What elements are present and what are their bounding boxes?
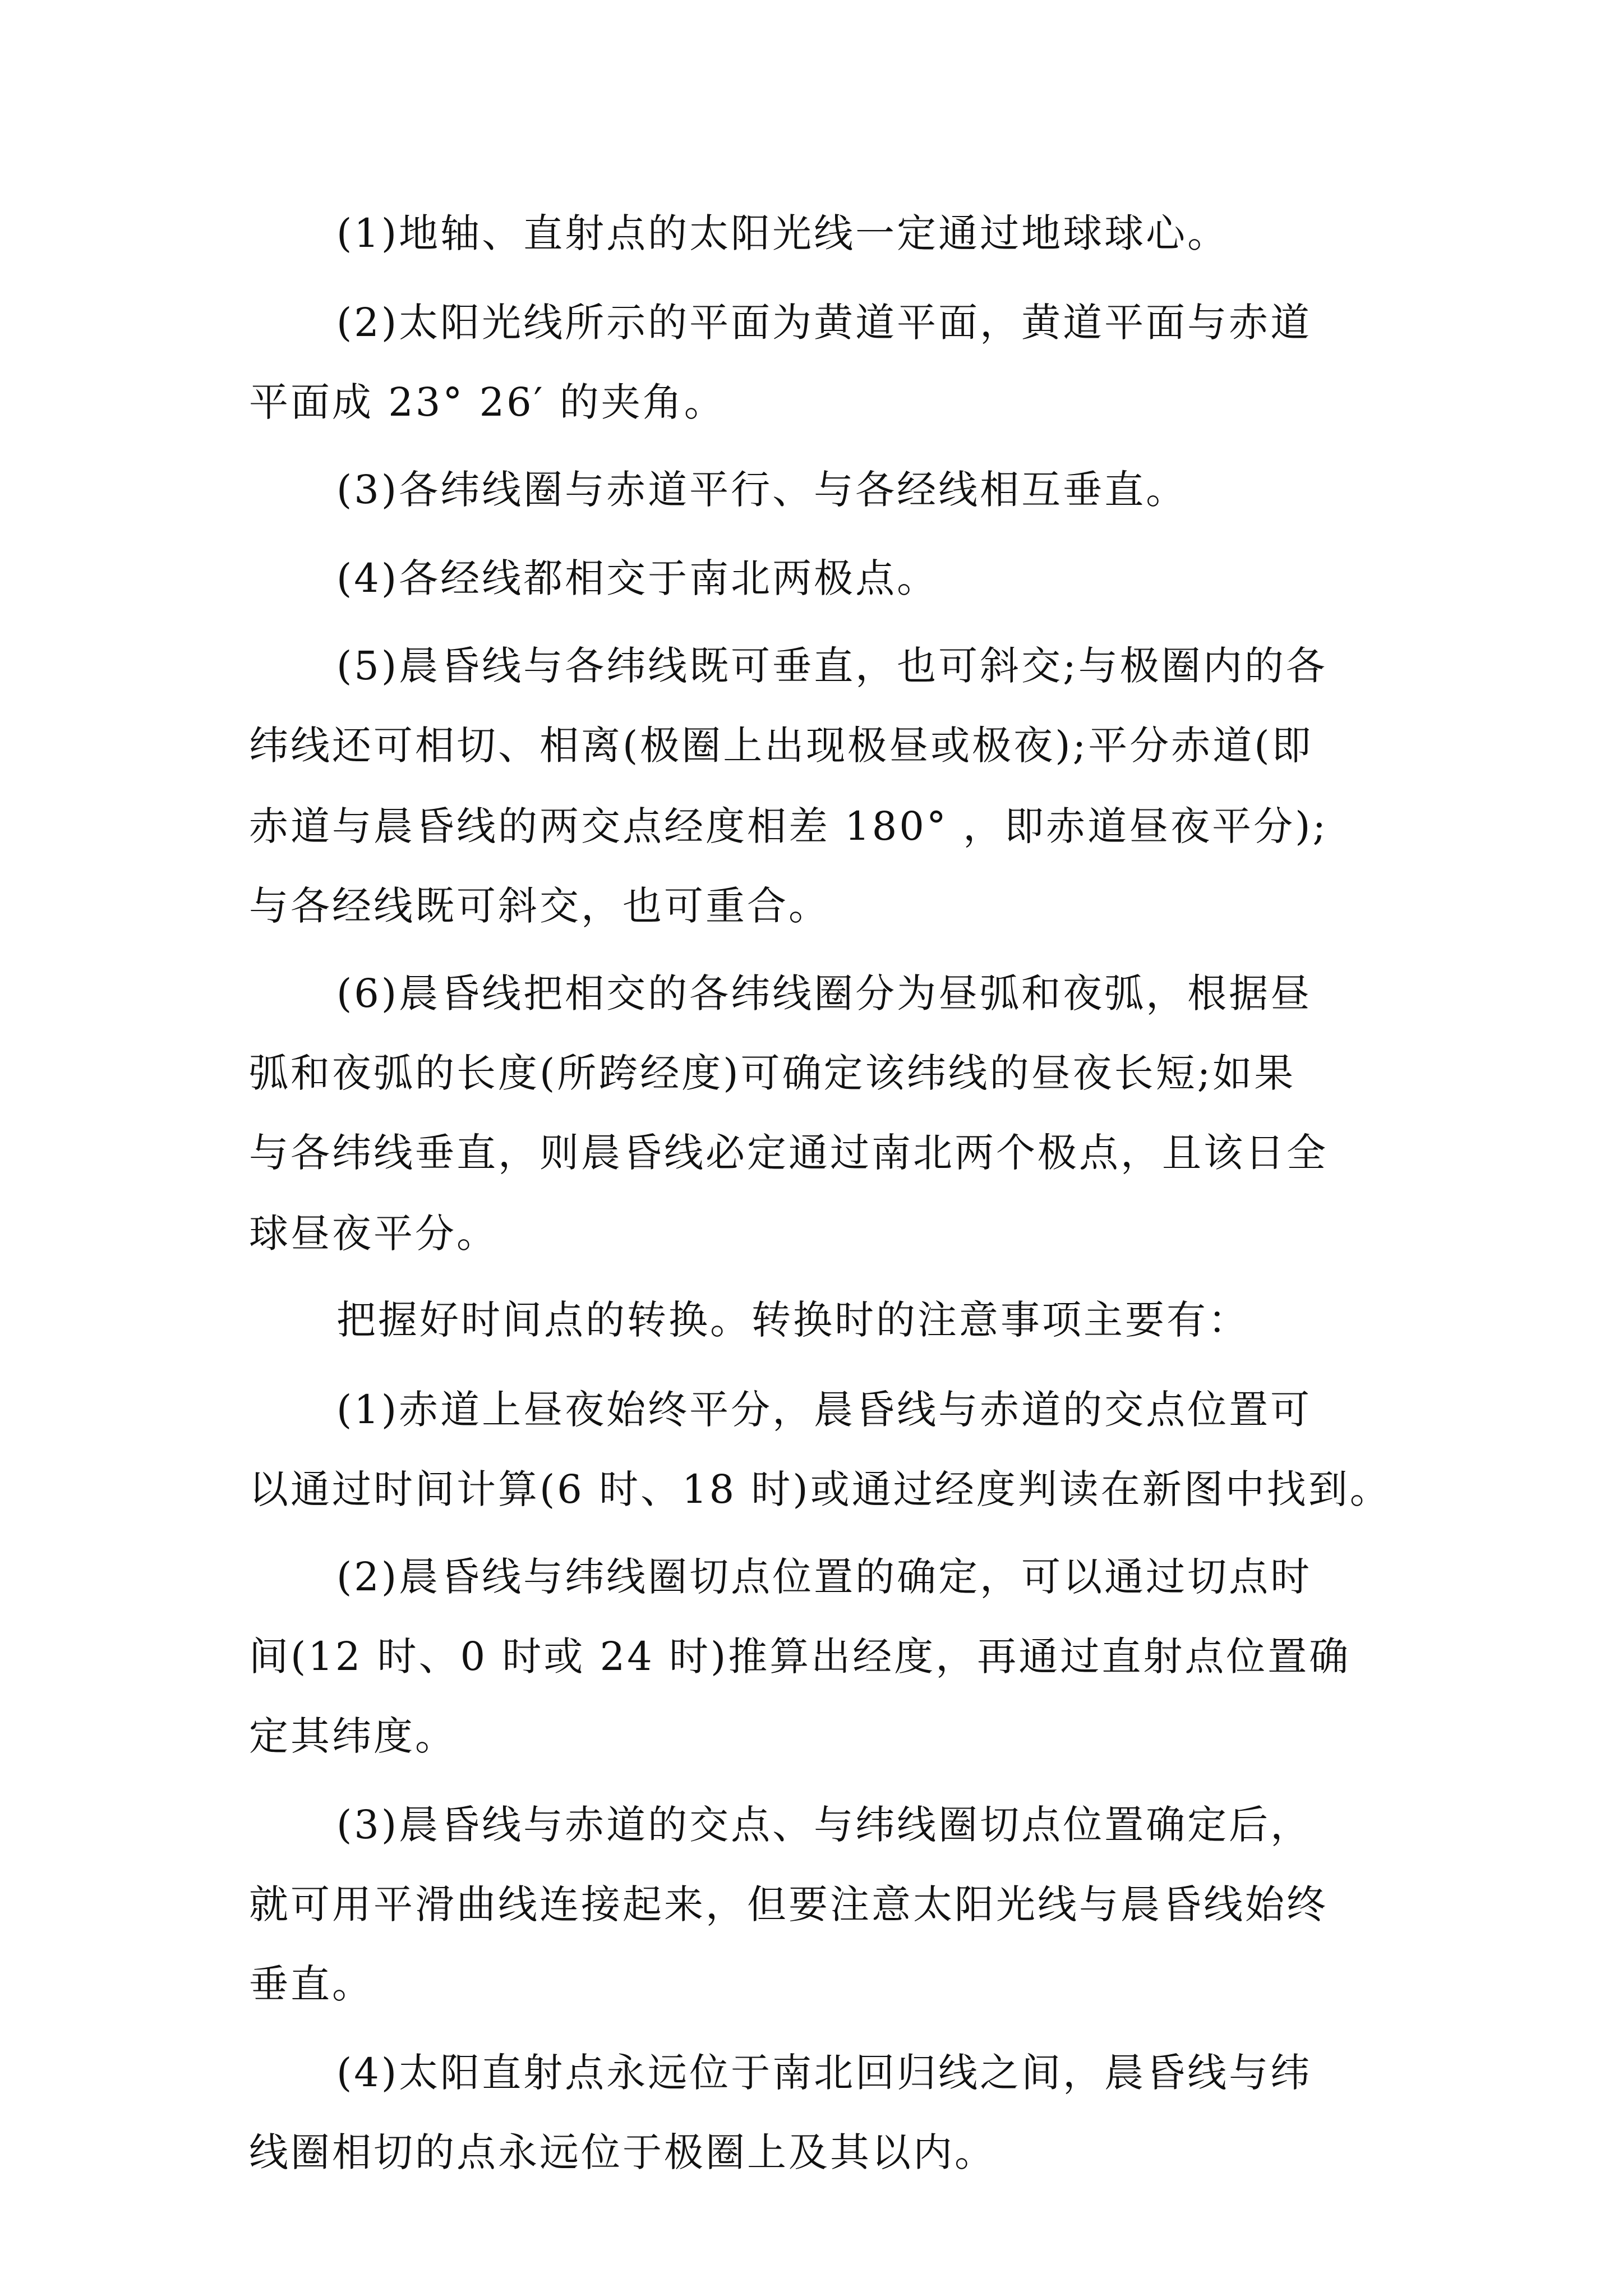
text-line: (4)太阳直射点永远位于南北回归线之间，晨昏线与纬: [336, 2050, 1312, 2096]
text-line: 球昼夜平分。: [249, 1211, 498, 1257]
text-line: 线圈相切的点永远位于极圈上及其以内。: [249, 2129, 996, 2175]
text-line: 定其纬度。: [249, 1713, 457, 1759]
text-line: (5)晨昏线与各纬线既可垂直，也可斜交;与极圈内的各: [336, 643, 1327, 689]
text-line: (1)地轴、直射点的太阳光线一定通过地球球心。: [336, 210, 1229, 256]
text-line: 与各经线既可斜交，也可重合。: [249, 883, 830, 929]
text-line: 弧和夜弧的长度(所跨经度)可确定该纬线的昼夜长短;如果: [249, 1050, 1296, 1096]
text-line: (2)太阳光线所示的平面为黄道平面，黄道平面与赤道: [336, 300, 1312, 346]
text-line: 就可用平滑曲线连接起来，但要注意太阳光线与晨昏线始终: [249, 1881, 1328, 1927]
text-line: (6)晨昏线把相交的各纬线圈分为昼弧和夜弧，根据昼: [336, 970, 1312, 1016]
text-line: (4)各经线都相交于南北两极点。: [336, 555, 939, 601]
text-line: 赤道与晨昏线的两交点经度相差 180° ，即赤道昼夜平分);: [249, 803, 1329, 849]
text-line: (3)晨昏线与赤道的交点、与纬线圈切点位置确定后，: [336, 1802, 1312, 1848]
text-line: 平面成 23° 26′ 的夹角。: [249, 379, 726, 425]
text-line: 间(12 时、0 时或 24 时)推算出经度，再通过直射点位置确: [249, 1634, 1351, 1680]
text-line: 把握好时间点的转换。转换时的注意事项主要有：: [336, 1297, 1249, 1343]
text-line: 以通过时间计算(6 时、18 时)或通过经度判读在新图中找到。: [249, 1466, 1391, 1512]
text-line: (3)各纬线圈与赤道平行、与各经线相互垂直。: [336, 467, 1188, 513]
text-line: (2)晨昏线与纬线圈切点位置的确定，可以通过切点时: [336, 1554, 1312, 1600]
text-line: (1)赤道上昼夜始终平分，晨昏线与赤道的交点位置可: [336, 1387, 1312, 1433]
text-line: 纬线还可相切、相离(极圈上出现极昼或极夜);平分赤道(即: [249, 723, 1313, 769]
text-line: 垂直。: [249, 1961, 374, 2007]
text-line: 与各纬线垂直，则晨昏线必定通过南北两个极点，且该日全: [249, 1130, 1328, 1176]
